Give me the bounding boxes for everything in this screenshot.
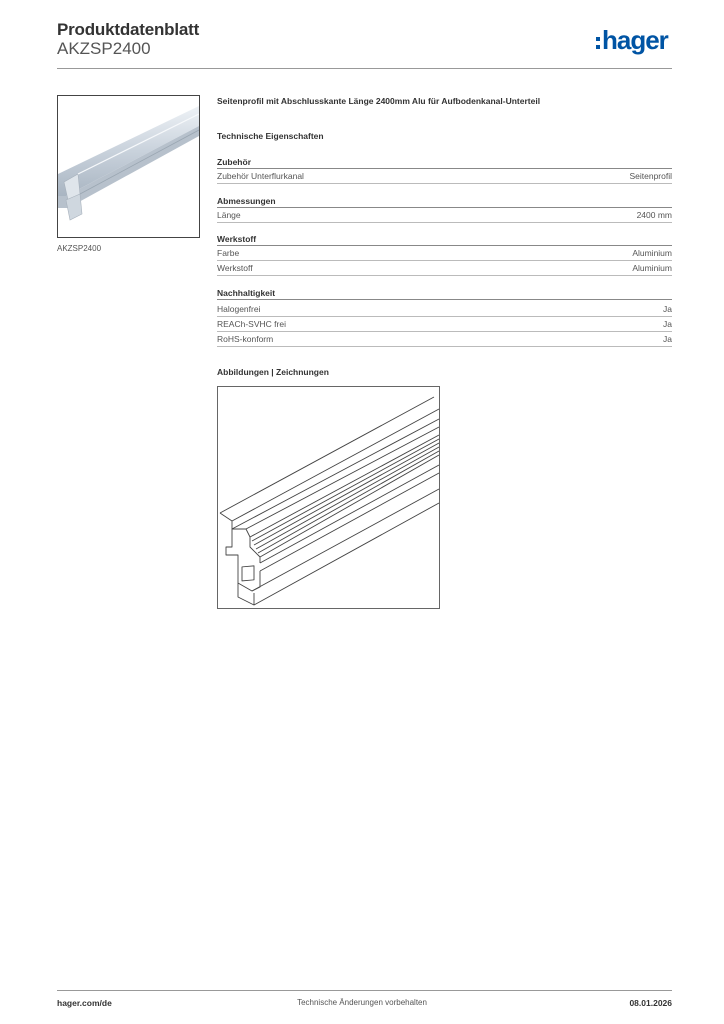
footer-website-link[interactable]: hager.com/de [57, 998, 112, 1008]
article-number: AKZSP2400 [57, 39, 151, 58]
property-label: Werkstoff [217, 263, 253, 273]
hager-logo [596, 27, 676, 59]
property-row [217, 246, 672, 261]
property-value: Ja [663, 319, 672, 329]
section-title: Werkstoff [217, 233, 672, 246]
section-title: Nachhaltigkeit [217, 287, 672, 300]
section-title: Zubehör [217, 156, 672, 169]
property-label: Farbe [217, 248, 240, 258]
header-divider [57, 68, 672, 69]
figures-heading: Abbildungen | Zeichnungen [217, 367, 329, 377]
property-value: Seitenprofil [629, 171, 672, 181]
footer-notice: Technische Änderungen vorbehalten [297, 998, 427, 1007]
section-zubehoer [217, 156, 672, 184]
property-value: Aluminium [632, 248, 672, 258]
property-label: RoHS-konform [217, 334, 274, 344]
property-row [217, 332, 672, 347]
property-row [217, 169, 672, 184]
technical-drawing [217, 386, 440, 609]
property-value: 2400 mm [636, 210, 672, 220]
property-label: Halogenfrei [217, 304, 261, 314]
footer-date: 08.01.2026 [629, 998, 672, 1008]
property-row [217, 317, 672, 332]
property-label: Länge [217, 210, 241, 220]
property-row [217, 208, 672, 223]
logo-dots-icon [596, 37, 601, 53]
property-row [217, 302, 672, 317]
footer-divider [57, 990, 672, 991]
section-werkstoff [217, 233, 672, 276]
property-value: Aluminium [632, 263, 672, 273]
product-photo [57, 95, 200, 238]
product-description: Seitenprofil mit Abschlusskante Länge 2400mm Alu für Aufbodenkanal-Unterteil [217, 96, 541, 106]
technical-properties-heading: Technische Eigenschaften [217, 131, 324, 141]
property-label: Zubehör Unterflurkanal [217, 171, 304, 181]
property-label: REACh-SVHC frei [217, 319, 286, 329]
section-title: Abmessungen [217, 195, 672, 208]
section-nachhaltigkeit [217, 287, 672, 347]
property-value: Ja [663, 334, 672, 344]
document-title: Produktdatenblatt [57, 20, 200, 39]
logo-text: hager [602, 25, 668, 55]
photo-caption: AKZSP2400 [57, 244, 102, 253]
section-abmessungen [217, 195, 672, 223]
property-value: Ja [663, 304, 672, 314]
property-row [217, 261, 672, 276]
